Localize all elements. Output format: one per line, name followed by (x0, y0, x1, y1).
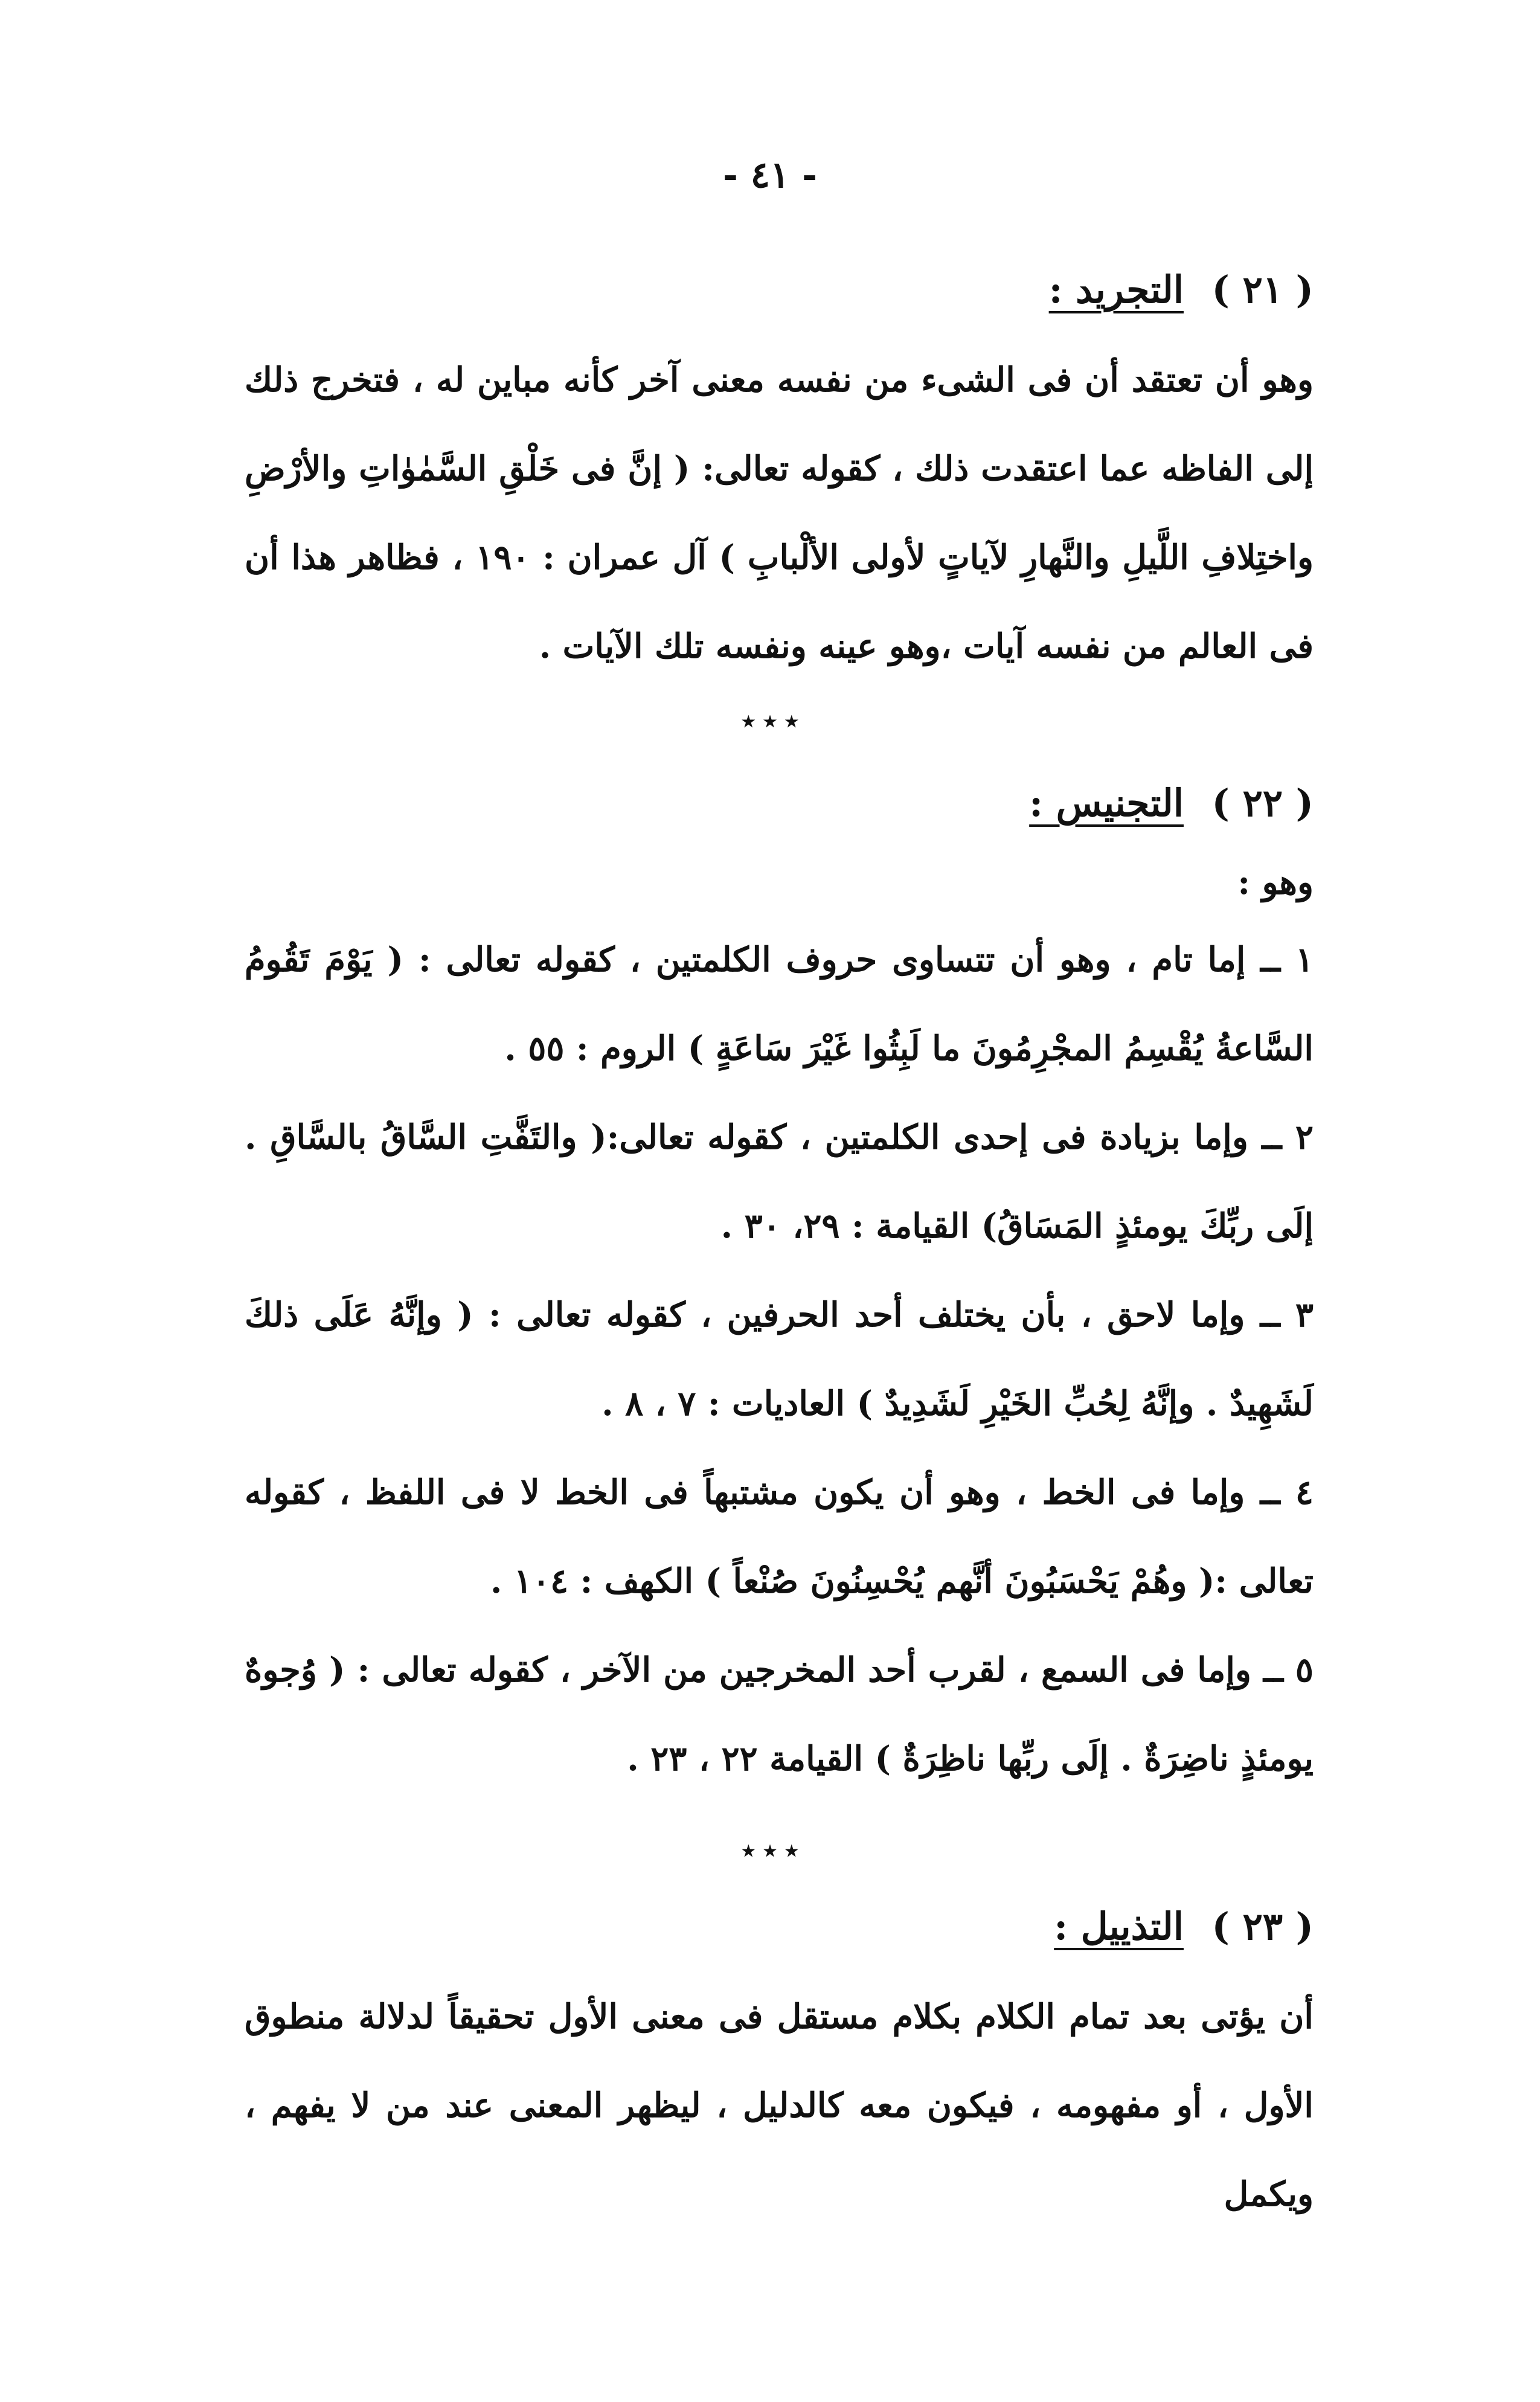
section-number: ( ٢٢ ) (1211, 781, 1314, 825)
section-separator: ٭ ٭ ٭ (742, 707, 798, 735)
section-tajrid (245, 266, 1314, 691)
section-body: أن يؤتى بعد تمام الكلام بكلام مستقل فى معنى الأول تحقيقاً لدلالة منطوق الأول ، أو مفهومه ، فيكون معه كالدليل ، ليظهر المعنى عند من لا يفهم ، ويكمل (245, 1996, 1314, 2214)
section-number: ( ٢١ ) (1211, 268, 1314, 312)
section-intro: وهو : (1237, 862, 1314, 902)
list-item: ٢ ــ وإما بزيادة فى إحدى الكلمتين ، كقوله تعالى:( والتَفَّتِ السَّاقُ بالسَّاقِ . إلَى ربِّكَ يومئذٍ المَسَاقُ) القيامة : ٢٩، ٣٠ . (245, 1117, 1314, 1246)
page-number: - ٤١ - (722, 154, 818, 196)
list-item: ٤ ــ وإما فى الخط ، وهو أن يكون مشتبهاً فى الخط لا فى اللفظ ، كقوله تعالى :( وهُمْ يَحْسَبُونَ أنَّهم يُحْسِنُونَ صُنْعاً ) الكهف : ١٠٤ . (245, 1472, 1314, 1601)
list-item: ٣ ــ وإما لاحق ، بأن يختلف أحد الحرفين ، كقوله تعالى : ( وإنَّهُ عَلَى ذلكَ لَشَهِيدٌ . وإنَّهُ لِحُبِّ الخَيْرِ لَشَدِيدٌ ) العاديات : ٧ ، ٨ . (245, 1294, 1314, 1424)
section-heading (245, 779, 1314, 828)
section-tajnis (245, 779, 1314, 1803)
section-title: التجنيس : (1029, 781, 1184, 825)
section-title: التجريد : (1048, 268, 1184, 312)
section-separator: ٭ ٭ ٭ (742, 1836, 798, 1864)
section-heading (245, 1903, 1314, 1951)
section-body: وهو أن تعتقد أن فى الشىء من نفسه معنى آخر كأنه مباين له ، فتخرج ذلك إلى الفاظه عما اعتقدت ذلك ، كقوله تعالى: ( إنَّ فى خَلْقِ السَّمٰوٰاتِ والأرْضِ واختِلافِ اللَّيلِ والنَّهارِ لآياتٍ لأولى الألْبابِ ) آل عمران : ١٩٠ ، فظاهر هذا أن فى العالم من نفسه آيات ،وهو عينه ونفسه تلك الآيات . (245, 359, 1314, 666)
list-item: ٥ ــ وإما فى السمع ، لقرب أحد المخرجين من الآخر ، كقوله تعالى : ( وُجوهٌ يومئذٍ ناضِرَةٌ . إلَى ربِّها ناظِرَةٌ ) القيامة ٢٢ ، ٢٣ . (245, 1649, 1314, 1779)
section-title: التذييل : (1054, 1904, 1184, 1948)
section-tadhyil (245, 1903, 1314, 2239)
section-number: ( ٢٣ ) (1211, 1904, 1314, 1948)
section-heading (245, 266, 1314, 315)
list-item: ١ ــ إما تام ، وهو أن تتساوى حروف الكلمتين ، كقوله تعالى : ( يَوْمَ تَقُومُ السَّاعةُ يُقْسِمُ المجْرِمُونَ ما لَبِثُوا غَيْرَ سَاعَةٍ ) الروم : ٥٥ . (245, 939, 1314, 1068)
